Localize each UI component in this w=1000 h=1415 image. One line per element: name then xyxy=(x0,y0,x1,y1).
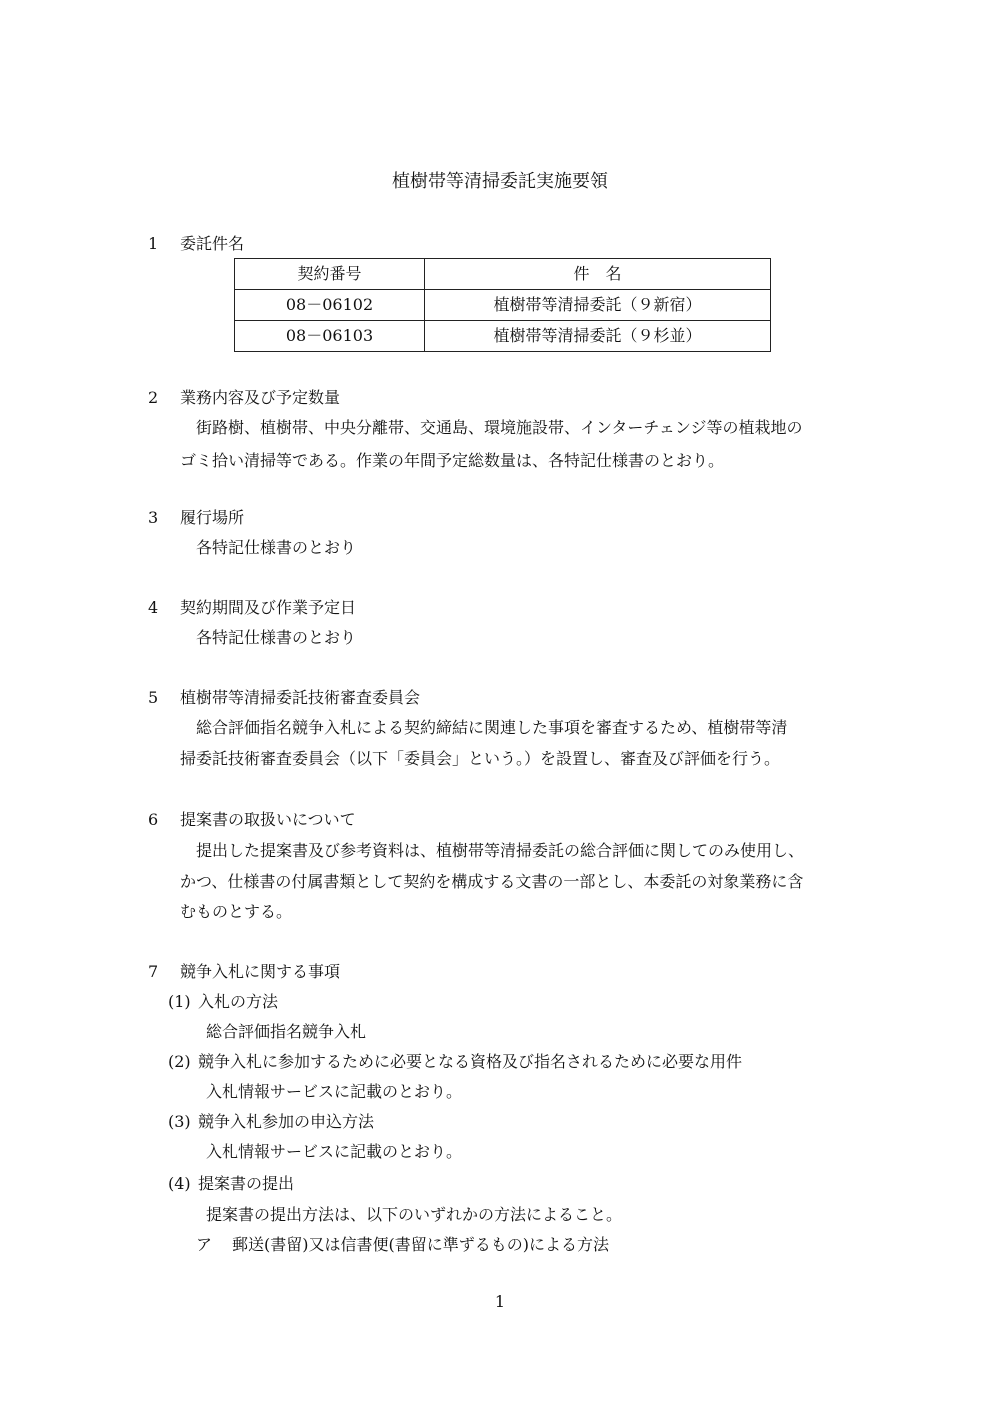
header-contract-number: 契約番号 xyxy=(235,259,425,290)
item-4-label: (4) xyxy=(168,1174,191,1193)
item-4-heading: 提案書の提出 xyxy=(198,1174,295,1193)
section-4-body: 各特記仕様書のとおり xyxy=(196,628,357,647)
page-number: 1 xyxy=(494,1292,506,1311)
cell-contract-number: 08－06103 xyxy=(235,321,425,352)
section-5-text-line: 総合評価指名競争入札による契約締結に関連した事項を審査するため、植樹帯等清 xyxy=(196,718,788,737)
section-7-heading: 競争入札に関する事項 xyxy=(180,962,341,981)
header-subject: 件 名 xyxy=(425,259,771,290)
item-1-label: (1) xyxy=(168,992,191,1011)
section-2-text-line: 街路樹、植樹帯、中央分離帯、交通島、環境施設帯、インターチェンジ等の植栽地の xyxy=(196,418,803,437)
cell-contract-number: 08－06102 xyxy=(235,290,425,321)
section-6-number: 6 xyxy=(148,810,159,829)
table-row xyxy=(235,321,771,352)
section-4-number: 4 xyxy=(148,598,159,617)
section-6-heading: 提案書の取扱いについて xyxy=(180,810,356,829)
section-4-heading: 契約期間及び作業予定日 xyxy=(180,598,357,617)
item-2-body: 入札情報サービスに記載のとおり。 xyxy=(206,1082,463,1101)
section-2-number: 2 xyxy=(148,388,159,407)
item-3-body: 入札情報サービスに記載のとおり。 xyxy=(206,1142,463,1161)
section-6-text-line: 提出した提案書及び参考資料は、植樹帯等清掃委託の総合評価に関してのみ使用し、 xyxy=(196,841,805,860)
item-2-heading: 競争入札に参加するために必要となる資格及び指名されるために必要な用件 xyxy=(198,1052,743,1071)
contract-table xyxy=(234,258,771,352)
section-5-heading: 植樹帯等清掃委託技術審査委員会 xyxy=(180,688,421,707)
section-1-number: 1 xyxy=(148,234,159,253)
item-1-heading: 入札の方法 xyxy=(198,992,279,1011)
section-2-heading: 業務内容及び予定数量 xyxy=(180,388,341,407)
section-7-number: 7 xyxy=(148,962,159,981)
item-2-label: (2) xyxy=(168,1052,191,1071)
section-1-heading: 委託件名 xyxy=(180,234,245,253)
cell-subject: 植樹帯等清掃委託（９杉並） xyxy=(425,321,771,352)
table-row xyxy=(235,290,771,321)
section-2-text-line: ゴミ拾い清掃等である。作業の年間予定総数量は、各特記仕様書のとおり。 xyxy=(180,451,725,470)
document-title: 植樹帯等清掃委託実施要領 xyxy=(392,171,608,192)
section-3-number: 3 xyxy=(148,508,159,527)
section-3-heading: 履行場所 xyxy=(180,508,245,527)
section-5-text-line: 掃委託技術審査委員会（以下「委員会」という。）を設置し、審査及び評価を行う。 xyxy=(180,749,781,768)
sub-item-text: 郵送(書留)又は信書便(書留に準ずるもの)による方法 xyxy=(232,1235,609,1254)
cell-subject: 植樹帯等清掃委託（９新宿） xyxy=(425,290,771,321)
item-3-heading: 競争入札参加の申込方法 xyxy=(198,1112,375,1131)
sub-item-label: ア xyxy=(196,1235,213,1254)
section-6-text-line: かつ、仕様書の付属書類として契約を構成する文書の一部とし、本委託の対象業務に含 xyxy=(180,872,804,891)
item-3-label: (3) xyxy=(168,1112,191,1131)
item-1-body: 総合評価指名競争入札 xyxy=(206,1022,367,1041)
table-header-row xyxy=(235,259,771,290)
section-3-body: 各特記仕様書のとおり xyxy=(196,538,357,557)
item-4-body: 提案書の提出方法は、以下のいずれかの方法によること。 xyxy=(206,1205,623,1224)
section-5-number: 5 xyxy=(148,688,159,707)
section-6-text-line: むものとする。 xyxy=(180,902,293,921)
